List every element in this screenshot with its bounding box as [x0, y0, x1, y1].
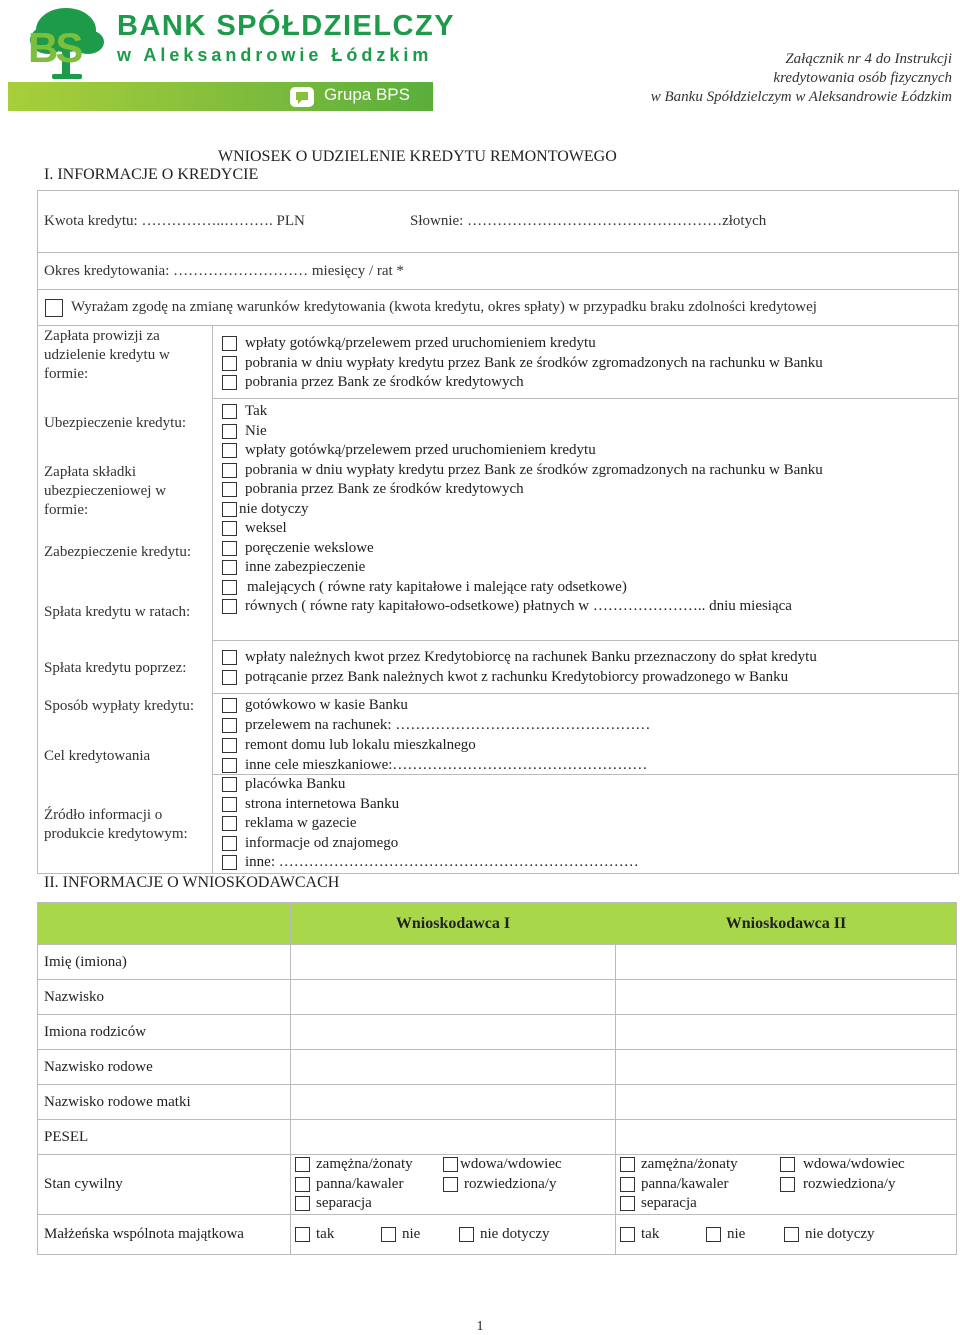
header-applicant-2: Wnioskodawca II: [616, 903, 957, 945]
last-name-applicant-2[interactable]: [616, 980, 957, 1015]
option-single[interactable]: panna/kawaler: [295, 1175, 443, 1195]
option-premium-not-applicable[interactable]: nie dotyczy: [222, 500, 823, 520]
option-insurance-yes[interactable]: Tak: [222, 402, 823, 422]
mother-maiden-name-applicant-2[interactable]: [616, 1085, 957, 1120]
checkbox[interactable]: [295, 1227, 310, 1242]
option-source-branch[interactable]: placówka Banku: [222, 775, 650, 795]
checkbox[interactable]: [222, 698, 237, 713]
checkbox[interactable]: [222, 375, 237, 390]
checkbox[interactable]: [222, 599, 237, 614]
label-insurance: Ubezpieczenie kredytu:: [44, 415, 187, 431]
option-premium-account[interactable]: pobrania w dniu wypłaty kredytu przez Bank ze środków zgromadzonych na rachunku w Banku: [222, 461, 823, 481]
civil-status-applicant-2: [616, 1155, 957, 1215]
option-separated[interactable]: separacja: [295, 1194, 443, 1214]
option-married[interactable]: zamężna/żonaty: [295, 1155, 443, 1175]
bank-name: BANK SPÓŁDZIELCZY: [117, 10, 456, 42]
option-purpose-renovation[interactable]: remont domu lub lokalu mieszkalnego: [222, 736, 650, 756]
payout-purpose-source-options: [222, 696, 650, 873]
checkbox[interactable]: [222, 738, 237, 753]
pesel-applicant-1[interactable]: [291, 1120, 616, 1155]
section-heading-applicants: II. INFORMACJE O WNIOSKODAWCACH: [44, 874, 340, 891]
checkbox[interactable]: [222, 580, 237, 595]
checkbox[interactable]: [222, 521, 237, 536]
row-label-first-name: Imię (imiona): [38, 945, 291, 980]
checkbox[interactable]: [222, 502, 237, 517]
checkbox[interactable]: [222, 463, 237, 478]
header-blank: [38, 903, 291, 945]
option-single[interactable]: panna/kawaler: [620, 1175, 780, 1195]
option-commission-account[interactable]: pobrania w dniu wypłaty kredytu przez Bank ze środków zgromadzonych na rachunku w Banku: [222, 354, 823, 374]
checkbox[interactable]: [780, 1157, 795, 1172]
option-divorced[interactable]: rozwiedziona/y: [443, 1175, 611, 1195]
checkbox[interactable]: [295, 1196, 310, 1211]
row-label-joint-property: Małżeńska wspólnota majątkowa: [38, 1214, 291, 1254]
checkbox[interactable]: [381, 1227, 396, 1242]
option-repayment-deduction[interactable]: potrącanie przez Bank należnych kwot z rachunku Kredytobiorcy prowadzonego w Banku: [222, 668, 817, 688]
consent-checkbox[interactable]: [45, 299, 63, 317]
checkbox[interactable]: [222, 336, 237, 351]
checkbox[interactable]: [706, 1227, 721, 1242]
option-installments-equal[interactable]: równych ( równe raty kapitałowo-odsetkowe) płatnych w ………………….. dniu miesiąca: [222, 597, 823, 617]
maiden-name-applicant-2[interactable]: [616, 1050, 957, 1085]
label-payout: Sposób wypłaty kredytu:: [44, 698, 194, 714]
form-title: WNIOSEK O UDZIELENIE KREDYTU REMONTOWEGO: [218, 148, 617, 165]
option-source-other[interactable]: inne: ………………………………………………………………: [222, 853, 650, 873]
grupa-bps-icon: [288, 85, 318, 109]
checkbox[interactable]: [620, 1227, 635, 1242]
credit-amount-words[interactable]: Słownie: ……………………………………………złotych: [404, 191, 959, 253]
joint-property-applicant-2: [616, 1214, 957, 1254]
consent-row: [38, 290, 959, 326]
checkbox[interactable]: [222, 758, 237, 773]
checkbox[interactable]: [222, 443, 237, 458]
option-purpose-other[interactable]: inne cele mieszkaniowe:……………………………………………: [222, 756, 650, 776]
parents-names-applicant-1[interactable]: [291, 1015, 616, 1050]
checkbox[interactable]: [222, 777, 237, 792]
credit-amount[interactable]: Kwota kredytu: ……………..………. PLN: [38, 191, 405, 253]
option-collateral-bill[interactable]: weksel: [222, 519, 823, 539]
checkbox[interactable]: [222, 797, 237, 812]
option-widowed[interactable]: wdowa/wdowiec: [780, 1155, 952, 1175]
commission-options: [222, 334, 823, 393]
checkbox[interactable]: [222, 404, 237, 419]
joint-property-applicant-1: [291, 1214, 616, 1254]
option-payout-cash[interactable]: gotówkowo w kasie Banku: [222, 696, 650, 716]
insurance-and-premium-options: [222, 402, 823, 617]
bank-location: w Aleksandrowie Łódzkim: [117, 45, 433, 65]
option-payout-transfer[interactable]: przelewem na rachunek: ……………………………………………: [222, 716, 650, 736]
checkbox[interactable]: [443, 1157, 458, 1172]
option-premium-credit-funds[interactable]: pobrania przez Bank ze środków kredytowych: [222, 480, 823, 500]
label-collateral: Zabezpieczenie kredytu:: [44, 544, 191, 560]
credit-period[interactable]: Okres kredytowania: ……………………… miesięcy / rat *: [38, 253, 959, 290]
first-name-applicant-1[interactable]: [291, 945, 616, 980]
option-insurance-no[interactable]: Nie: [222, 422, 823, 442]
checkbox[interactable]: [295, 1177, 310, 1192]
option-repayment-deposit[interactable]: wpłaty należnych kwot przez Kredytobiorcę na rachunek Banku przeznaczony do spłat kredytu: [222, 648, 817, 668]
option-not-applicable[interactable]: nie dotyczy: [784, 1224, 875, 1244]
first-name-applicant-2[interactable]: [616, 945, 957, 980]
checkbox[interactable]: [222, 650, 237, 665]
civil-status-applicant-1: [291, 1155, 616, 1215]
row-label-mother-maiden-name: Nazwisko rodowe matki: [38, 1085, 291, 1120]
annex-note: Załącznik nr 4 do Instrukcji kredytowania osób fizycznych w Banku Spółdzielczym w Aleksandrowie Łódzkim: [650, 51, 952, 105]
label-commission: Zapłata prowizji za udzielenie kredytu w formie:: [44, 328, 170, 382]
option-separated[interactable]: separacja: [620, 1194, 780, 1214]
checkbox[interactable]: [222, 424, 237, 439]
last-name-applicant-1[interactable]: [291, 980, 616, 1015]
option-commission-credit-funds[interactable]: pobrania przez Bank ze środków kredytowych: [222, 373, 823, 393]
row-label-civil-status: Stan cywilny: [38, 1155, 291, 1215]
logo-initials: BS: [28, 24, 81, 71]
mother-maiden-name-applicant-1[interactable]: [291, 1085, 616, 1120]
checkbox[interactable]: [222, 670, 237, 685]
option-premium-cash[interactable]: wpłaty gotówką/przelewem przed uruchomieniem kredytu: [222, 441, 823, 461]
option-collateral-other[interactable]: inne zabezpieczenie: [222, 558, 823, 578]
row-label-last-name: Nazwisko: [38, 980, 291, 1015]
option-widowed[interactable]: wdowa/wdowiec: [443, 1155, 611, 1175]
checkbox[interactable]: [620, 1196, 635, 1211]
pesel-applicant-2[interactable]: [616, 1120, 957, 1155]
option-commission-cash[interactable]: wpłaty gotówką/przelewem przed uruchomieniem kredytu: [222, 334, 823, 354]
label-repayment: Spłata kredytu poprzez:: [44, 660, 187, 676]
checkbox[interactable]: [222, 836, 237, 851]
label-source: Źródło informacji o produkcie kredytowym:: [44, 807, 188, 842]
grupa-bps-label: Grupa BPS: [324, 85, 410, 104]
checkbox[interactable]: [222, 356, 237, 371]
option-no[interactable]: nie: [381, 1224, 459, 1244]
label-premium: Zapłata składki ubezpieczeniowej w formie:: [44, 464, 167, 518]
checkbox[interactable]: [459, 1227, 474, 1242]
option-source-acquaintance[interactable]: informacje od znajomego: [222, 834, 650, 854]
parents-names-applicant-2[interactable]: [616, 1015, 957, 1050]
header-applicant-1: Wnioskodawca I: [291, 903, 616, 945]
page-number: 1: [476, 1319, 484, 1334]
checkbox[interactable]: [620, 1177, 635, 1192]
checkbox[interactable]: [222, 482, 237, 497]
option-source-newspaper[interactable]: reklama w gazecie: [222, 814, 650, 834]
label-installments: Spłata kredytu w ratach:: [44, 604, 191, 620]
checkbox[interactable]: [222, 560, 237, 575]
checkbox[interactable]: [620, 1157, 635, 1172]
maiden-name-applicant-1[interactable]: [291, 1050, 616, 1085]
option-divorced[interactable]: rozwiedziona/y: [780, 1175, 952, 1195]
checkbox[interactable]: [295, 1157, 310, 1172]
option-married[interactable]: zamężna/żonaty: [620, 1155, 780, 1175]
row-label-pesel: PESEL: [38, 1120, 291, 1155]
checkbox[interactable]: [222, 718, 237, 733]
label-purpose: Cel kredytowania: [44, 748, 151, 764]
checkbox[interactable]: [784, 1227, 799, 1242]
checkbox[interactable]: [222, 816, 237, 831]
consent-text: Wyrażam zgodę na zmianę warunków kredytowania (kwota kredytu, okres spłaty) w przypadku braku zdolności kredytowej: [71, 299, 817, 315]
repayment-options: [222, 648, 817, 687]
option-no[interactable]: nie: [706, 1224, 784, 1244]
row-label-parents-names: Imiona rodziców: [38, 1015, 291, 1050]
checkbox[interactable]: [222, 541, 237, 556]
option-collateral-guarantee[interactable]: poręczenie wekslowe: [222, 539, 823, 559]
option-yes[interactable]: tak: [620, 1224, 706, 1244]
checkbox[interactable]: [443, 1177, 458, 1192]
row-label-maiden-name: Nazwisko rodowe: [38, 1050, 291, 1085]
checkbox[interactable]: [780, 1177, 795, 1192]
option-installments-decreasing[interactable]: malejących ( równe raty kapitałowe i malejące raty odsetkowe): [222, 578, 823, 598]
option-not-applicable[interactable]: nie dotyczy: [459, 1224, 550, 1244]
checkbox[interactable]: [222, 855, 237, 870]
section-heading-credit: I. INFORMACJE O KREDYCIE: [44, 166, 259, 183]
option-yes[interactable]: tak: [295, 1224, 381, 1244]
option-source-website[interactable]: strona internetowa Banku: [222, 795, 650, 815]
